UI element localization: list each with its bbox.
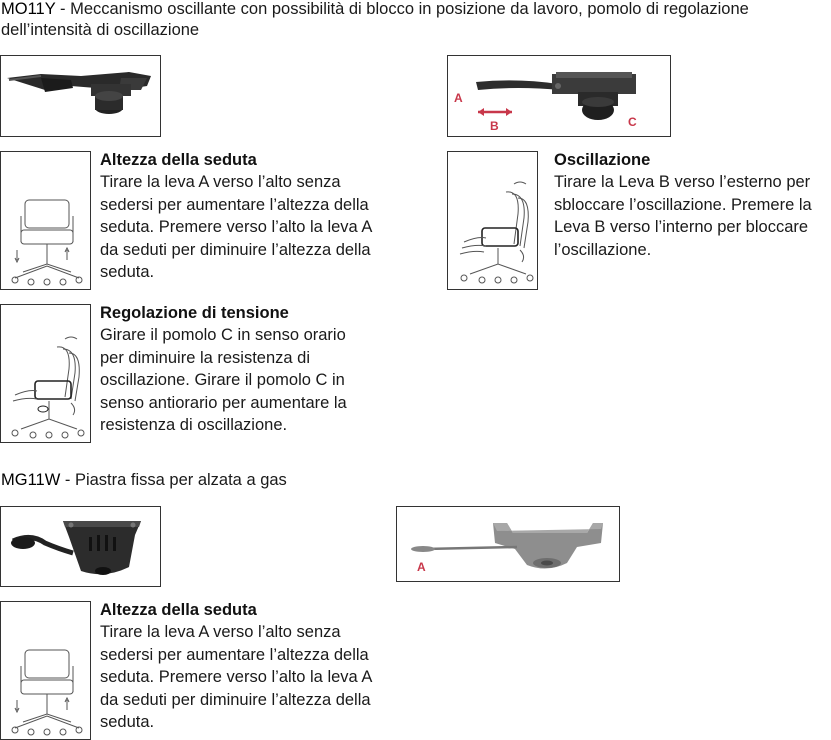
chair-height-icon [1, 152, 91, 290]
chair-height-diagram-mg11w [0, 601, 91, 740]
step-title-altezza: Altezza della seduta [100, 151, 257, 169]
step-text-line: Tirare la leva A verso l’alto senza [100, 623, 341, 641]
fixed-plate-labeled-icon [397, 507, 620, 582]
chair-height-icon [1, 602, 91, 740]
section2-heading [1, 470, 831, 491]
section1-code: MO11Y [1, 0, 56, 18]
step-text-line: seduta. Premere verso l’alto la leva A [100, 218, 373, 236]
step-text-tensione [100, 324, 400, 437]
photo-label-c: C [628, 115, 637, 129]
photo-label-a: A [454, 91, 463, 105]
chair-tilt-icon [448, 152, 538, 290]
step-text-line: resistenza di oscillazione. [100, 416, 288, 434]
step-text-altezza-mg11w [100, 621, 400, 734]
step-text-line: Tirare la Leva B verso l’esterno per [554, 173, 811, 191]
step-text-line: per diminuire la resistenza di [100, 348, 311, 367]
step-text-line: seduta. [100, 263, 155, 281]
chair-tilt-diagram [447, 151, 538, 290]
plate-photo-mg11w-labeled [396, 506, 620, 582]
step-text-oscillazione [554, 171, 831, 261]
mechanism-photo-mo11y-side [0, 55, 161, 137]
step-text-line: sedersi per aumentare l’altezza della [100, 195, 369, 214]
step-text-line: oscillazione. Girare il pomolo C in [100, 371, 345, 389]
step-text-line: da seduti per diminuire l’altezza della [100, 690, 371, 709]
oscillating-mechanism-icon [1, 56, 161, 137]
step-text-line: senso antiorario per aumentare la [100, 393, 347, 412]
mechanism-photo-mo11y-labeled [447, 55, 671, 137]
photo-label-a-mg11w: A [417, 560, 426, 574]
step-text-line: Leva B verso l’interno per bloccare [554, 218, 809, 236]
chair-tension-diagram [0, 304, 91, 443]
plate-photo-mg11w [0, 506, 161, 587]
section2-description: - Piastra fissa per alzata a gas [60, 471, 287, 489]
step-title-altezza-mg11w: Altezza della seduta [100, 601, 257, 619]
step-title-oscillazione: Oscillazione [554, 151, 651, 169]
section2-code: MG11W [1, 471, 61, 489]
step-text-line: l’oscillazione. [554, 240, 652, 259]
chair-tension-icon [1, 305, 91, 443]
step-text-line: sedersi per aumentare l’altezza della [100, 645, 369, 664]
section1-description: - Meccanismo oscillante con possibilità di blocco in posizione da lavoro, pomolo di regolazione dell’intensità di oscillazione [1, 0, 749, 39]
photo-label-b: B [490, 119, 499, 133]
fixed-plate-icon [1, 507, 161, 587]
step-text-line: seduta. Premere verso l’alto la leva A [100, 668, 373, 686]
step-text-line: seduta. [100, 713, 155, 731]
step-text-line: sbloccare l’oscillazione. Premere la [554, 195, 812, 214]
oscillating-mechanism-labeled-icon [448, 56, 671, 137]
section1-heading [1, 0, 831, 41]
step-text-altezza [100, 171, 400, 284]
step-text-line: Girare il pomolo C in senso orario [100, 326, 346, 344]
chair-height-diagram [0, 151, 91, 290]
step-text-line: Tirare la leva A verso l’alto senza [100, 173, 341, 191]
step-title-tensione: Regolazione di tensione [100, 304, 289, 322]
step-text-line: da seduti per diminuire l’altezza della [100, 240, 371, 259]
